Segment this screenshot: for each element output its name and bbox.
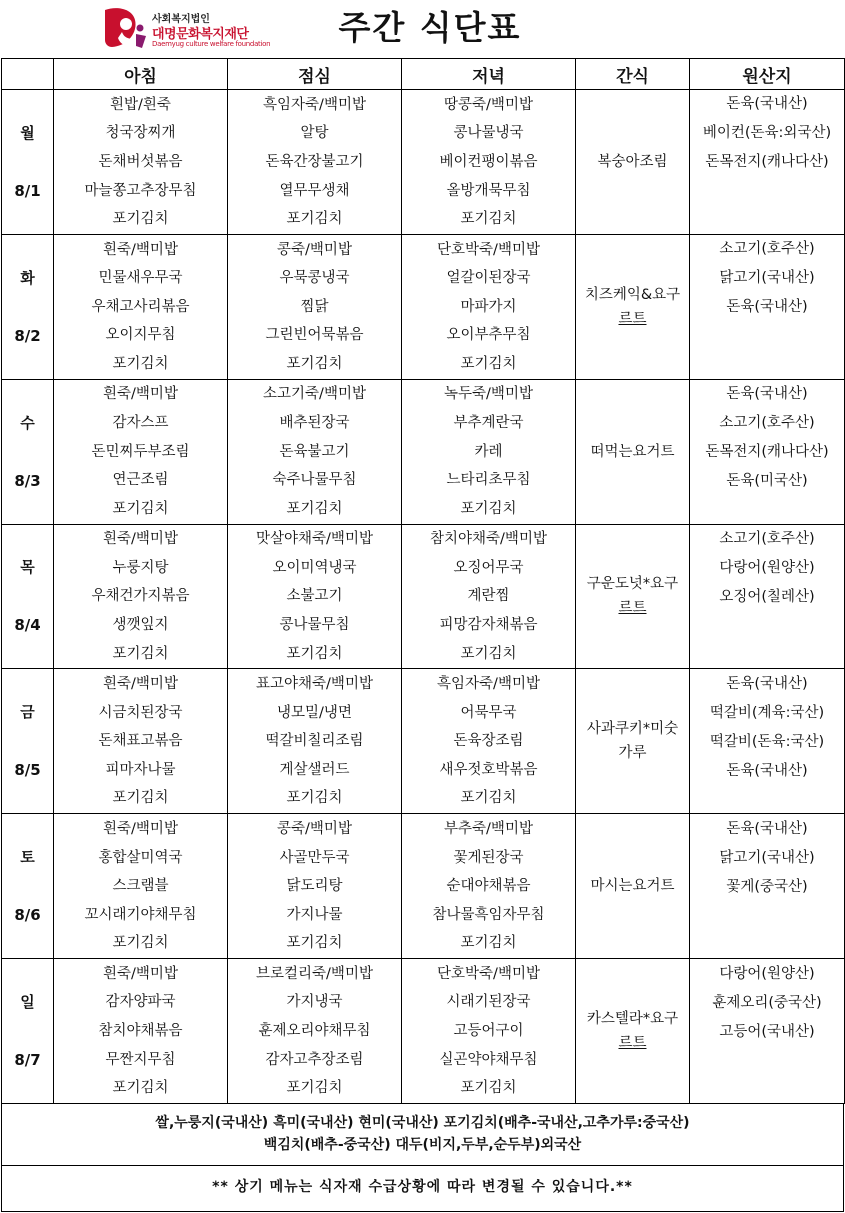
date-label: 8/1 [14, 181, 41, 200]
menu-item: 포기김치 [112, 211, 169, 228]
table-header-row [2, 59, 845, 90]
menu-item: 흰죽/백미밥 [103, 531, 178, 548]
menu-item: 닭도리탕 [286, 878, 343, 895]
day-cell [2, 379, 54, 524]
column-header-breakfast: 아침 [54, 59, 228, 90]
breakfast-cell [54, 234, 228, 379]
menu-item: 포기김치 [460, 1080, 517, 1097]
menu-item: 흑임자죽/백미밥 [263, 96, 366, 113]
menu-item: 소고기죽/백미밥 [263, 386, 366, 403]
origin-cell [690, 959, 845, 1104]
origin-footnote-line1: 쌀,누룽지(국내산) 흑미(국내산) 현미(국내산) 포기김치(배추-국내산,고추가루:중국산) [155, 1115, 690, 1131]
origin-item: 훈제오리(중국산) [712, 994, 822, 1011]
menu-item: 포기김치 [286, 211, 343, 228]
menu-item: 부추계란국 [453, 415, 524, 431]
menu-item: 포기김치 [460, 790, 517, 807]
lunch-cell [228, 959, 402, 1104]
snack-item: 르트 [618, 310, 647, 327]
menu-item: 연근조림 [112, 472, 169, 489]
menu-item: 포기김치 [286, 935, 343, 952]
menu-item: 포기김치 [286, 790, 343, 807]
column-header-snack: 간식 [576, 59, 690, 90]
origin-footnote-line2: 백김치(배추-중국산) 대두(비지,두부,순두부)외국산 [263, 1137, 582, 1153]
day-cell [2, 814, 54, 959]
origin-item: 돈육(국내산) [726, 96, 808, 113]
menu-item: 알탕 [300, 125, 329, 142]
menu-item: 포기김치 [286, 1080, 343, 1097]
snack-cell [576, 90, 690, 235]
menu-item: 고등어구이 [453, 1023, 524, 1040]
menu-item: 피망감자채볶음 [439, 617, 538, 634]
menu-item: 참나물흑임자무침 [432, 906, 545, 923]
menu-item: 오이부추무침 [446, 327, 531, 344]
menu-item: 돈채표고볶음 [98, 733, 183, 750]
origin-item: 소고기(호주산) [719, 530, 815, 547]
origin-cell [690, 234, 845, 379]
menu-item: 민물새우무국 [98, 270, 183, 287]
origin-item: 고등어(국내산) [719, 1023, 815, 1040]
menu-item: 순대야채볶음 [446, 878, 531, 895]
breakfast-cell [54, 959, 228, 1104]
menu-item: 돈육장조림 [453, 733, 524, 750]
menu-item: 감자고추장조림 [265, 1051, 364, 1068]
table-row [2, 234, 845, 379]
menu-item: 참치야채죽/백미밥 [430, 531, 547, 548]
lunch-cell [228, 379, 402, 524]
snack-item: 떠먹는요거트 [590, 443, 675, 460]
menu-item: 마파가지 [460, 298, 517, 315]
menu-item: 흰죽/백미밥 [103, 965, 178, 982]
org-name-label: 대명문화복지재단 [152, 27, 249, 42]
origin-item: 돈육(국내산) [726, 762, 808, 779]
date-label: 8/2 [14, 326, 41, 345]
snack-item: 가루 [618, 745, 647, 762]
origin-item: 꽃게(중국산) [726, 878, 808, 895]
menu-item: 그린빈어묵볶음 [265, 327, 364, 344]
menu-item: 콩나물냉국 [453, 125, 524, 142]
origin-item: 떡갈비(돈육:국산) [709, 733, 825, 750]
menu-item: 게살샐러드 [279, 761, 350, 778]
origin-footnote [1, 1104, 844, 1166]
menu-change-notice: ** 상기 메뉴는 식자재 수급상황에 따라 변경될 수 있습니다.** [1, 1166, 844, 1212]
menu-item: 배추된장국 [279, 415, 350, 431]
origin-item: 소고기(호주산) [719, 415, 815, 432]
menu-item: 얼갈이된장국 [446, 270, 531, 287]
foundation-logo-icon [102, 6, 148, 50]
menu-item: 피마자나물 [105, 761, 176, 778]
menu-item: 감자스프 [112, 415, 169, 431]
menu-item: 홍합살미역국 [98, 849, 183, 866]
page-header [0, 0, 845, 58]
snack-item: 사과쿠키*미숫 [586, 721, 679, 738]
menu-item: 우채고사리볶음 [91, 298, 190, 315]
menu-item: 떡갈비칠리조림 [265, 733, 364, 750]
menu-item: 돈육불고기 [279, 443, 350, 460]
menu-item: 오이미역냉국 [272, 559, 357, 576]
menu-item: 오징어무국 [453, 559, 524, 576]
origin-item: 돈육(국내산) [726, 299, 808, 316]
origin-item: 다랑어(원양산) [719, 965, 815, 982]
menu-item: 흑임자죽/백미밥 [437, 676, 540, 693]
origin-item: 돈목전지(캐나다산) [705, 444, 829, 461]
menu-item: 포기김치 [112, 355, 169, 372]
origin-item: 닭고기(국내산) [719, 270, 815, 287]
menu-item: 느타리초무침 [446, 472, 531, 489]
menu-item: 포기김치 [460, 500, 517, 517]
menu-item: 브로컬리죽/백미밥 [256, 965, 373, 982]
menu-item: 훈제오리야채무침 [258, 1023, 371, 1040]
org-name-en-label: Daemyug culture welfare foundation [152, 40, 271, 48]
menu-item: 계란찜 [467, 588, 510, 605]
menu-item: 포기김치 [286, 355, 343, 372]
breakfast-cell [54, 524, 228, 669]
menu-item: 숙주나물무침 [272, 472, 357, 489]
menu-item: 실곤약야채무침 [439, 1051, 538, 1068]
menu-item: 포기김치 [460, 355, 517, 372]
page-title: 주간 식단표 [338, 8, 522, 47]
snack-cell [576, 959, 690, 1104]
origin-item: 다랑어(원양산) [719, 559, 815, 576]
menu-item: 흰죽/백미밥 [103, 241, 178, 258]
column-header-dinner: 저녁 [402, 59, 576, 90]
menu-item: 흰죽/백미밥 [103, 386, 178, 403]
menu-item: 우채건가지볶음 [91, 588, 190, 605]
menu-item: 포기김치 [112, 935, 169, 952]
snack-item: 르트 [618, 600, 647, 617]
menu-item: 생깻잎지 [112, 617, 169, 634]
origin-item: 돈육(국내산) [726, 820, 808, 837]
snack-cell [576, 524, 690, 669]
menu-item: 녹두죽/백미밥 [444, 386, 533, 403]
menu-item: 돈채버섯볶음 [98, 153, 183, 170]
menu-item: 포기김치 [286, 500, 343, 517]
dinner-cell [402, 814, 576, 959]
menu-item: 표고야채죽/백미밥 [256, 676, 373, 693]
menu-item: 소불고기 [286, 588, 343, 605]
breakfast-cell [54, 669, 228, 814]
date-label: 8/6 [14, 906, 41, 925]
menu-item: 열무무생채 [279, 182, 350, 199]
day-label: 목 [20, 558, 35, 577]
date-label: 8/4 [14, 616, 41, 635]
menu-item: 단호박죽/백미밥 [437, 241, 540, 258]
day-cell [2, 234, 54, 379]
snack-cell [576, 379, 690, 524]
snack-item: 구운도넛*요구 [586, 576, 679, 593]
date-label: 8/7 [14, 1051, 41, 1070]
menu-item: 카레 [474, 443, 503, 460]
date-label: 8/5 [14, 761, 41, 780]
menu-item: 포기김치 [286, 645, 343, 662]
menu-item: 흰밥/흰죽 [110, 96, 171, 113]
day-label: 일 [20, 993, 35, 1012]
menu-item: 새우젓호박볶음 [439, 761, 538, 778]
breakfast-cell [54, 379, 228, 524]
lunch-cell [228, 669, 402, 814]
menu-item: 꼬시래기야채무침 [84, 906, 197, 923]
org-type-label: 사회복지법인 [152, 14, 210, 25]
day-cell [2, 90, 54, 235]
menu-item: 냉모밀/냉면 [277, 704, 352, 721]
origin-cell [690, 669, 845, 814]
origin-item: 떡갈비(계육:국산) [709, 704, 825, 721]
origin-item: 돈육(국내산) [726, 386, 808, 403]
origin-cell [690, 90, 845, 235]
snack-cell [576, 814, 690, 959]
origin-item: 소고기(호주산) [719, 241, 815, 258]
snack-cell [576, 234, 690, 379]
menu-item: 찜닭 [300, 298, 329, 315]
menu-item: 꽃게된장국 [453, 849, 524, 866]
lunch-cell [228, 524, 402, 669]
snack-item: 복숭아조림 [597, 153, 668, 170]
origin-item: 돈목전지(캐나다산) [705, 154, 829, 171]
dinner-cell [402, 669, 576, 814]
day-label: 수 [20, 413, 35, 432]
menu-item: 부추죽/백미밥 [444, 820, 533, 837]
day-label: 토 [20, 848, 35, 867]
origin-cell [690, 814, 845, 959]
dinner-cell [402, 234, 576, 379]
lunch-cell [228, 234, 402, 379]
table-row [2, 524, 845, 669]
snack-item: 카스텔라*요구 [586, 1011, 679, 1028]
menu-item: 포기김치 [112, 1080, 169, 1097]
breakfast-cell [54, 90, 228, 235]
menu-item: 흰죽/백미밥 [103, 820, 178, 837]
corner-header-cell [2, 59, 54, 90]
table-row [2, 814, 845, 959]
day-label: 화 [20, 268, 35, 287]
day-cell [2, 524, 54, 669]
table-row [2, 379, 845, 524]
origin-item: 돈육(국내산) [726, 675, 808, 692]
table-row [2, 959, 845, 1104]
menu-item: 청국장찌개 [105, 125, 176, 142]
menu-item: 콩죽/백미밥 [277, 241, 352, 258]
dinner-cell [402, 524, 576, 669]
dinner-cell [402, 959, 576, 1104]
menu-item: 사골만두국 [279, 849, 350, 866]
menu-item: 돈육간장불고기 [265, 153, 364, 170]
menu-item: 우묵콩냉국 [279, 270, 350, 287]
dinner-cell [402, 379, 576, 524]
menu-item: 맛살야채죽/백미밥 [256, 531, 373, 548]
menu-item: 가지나물 [286, 906, 343, 923]
menu-item: 감자양파국 [105, 994, 176, 1011]
origin-cell [690, 379, 845, 524]
menu-item: 단호박죽/백미밥 [437, 965, 540, 982]
menu-item: 시래기된장국 [446, 994, 531, 1011]
menu-item: 콩죽/백미밥 [277, 820, 352, 837]
snack-item: 르트 [618, 1035, 647, 1052]
date-label: 8/3 [14, 471, 41, 490]
lunch-cell [228, 90, 402, 235]
menu-item: 오이지무침 [105, 327, 176, 344]
day-label: 금 [20, 703, 35, 722]
origin-cell [690, 524, 845, 669]
menu-item: 포기김치 [460, 935, 517, 952]
menu-item: 올방개묵무침 [446, 182, 531, 199]
table-row [2, 669, 845, 814]
menu-item: 포기김치 [112, 645, 169, 662]
menu-item: 콩나물무침 [279, 617, 350, 634]
menu-item: 땅콩죽/백미밥 [444, 96, 533, 113]
lunch-cell [228, 814, 402, 959]
dinner-cell [402, 90, 576, 235]
origin-item: 닭고기(국내산) [719, 849, 815, 866]
table-row [2, 90, 845, 235]
menu-item: 스크램블 [112, 878, 169, 895]
column-header-origin: 원산지 [690, 59, 845, 90]
weekly-menu-table [1, 58, 845, 1104]
breakfast-cell [54, 814, 228, 959]
snack-item: 치즈케익&요구 [584, 286, 681, 303]
menu-item: 포기김치 [460, 211, 517, 228]
menu-item: 무짠지무침 [105, 1051, 176, 1068]
snack-item: 마시는요거트 [590, 878, 675, 895]
menu-item: 포기김치 [460, 645, 517, 662]
foundation-logo [102, 6, 271, 50]
menu-item: 어묵무국 [460, 704, 517, 721]
menu-item: 참치야채볶음 [98, 1023, 183, 1040]
menu-item: 포기김치 [112, 500, 169, 517]
day-cell [2, 959, 54, 1104]
origin-item: 오징어(칠레산) [719, 588, 815, 605]
menu-item: 베이컨팽이볶음 [439, 153, 538, 170]
menu-item: 마늘쫑고추장무침 [84, 182, 197, 199]
day-cell [2, 669, 54, 814]
day-label: 월 [20, 123, 35, 142]
origin-item: 베이컨(돈육:외국산) [702, 125, 832, 142]
menu-item: 누룽지탕 [112, 559, 169, 576]
snack-cell [576, 669, 690, 814]
menu-item: 흰죽/백미밥 [103, 676, 178, 693]
menu-item: 포기김치 [112, 790, 169, 807]
origin-item: 돈육(미국산) [726, 473, 808, 490]
menu-item: 시금치된장국 [98, 704, 183, 721]
menu-item: 가지냉국 [286, 994, 343, 1011]
column-header-lunch: 점심 [228, 59, 402, 90]
menu-item: 돈민찌두부조림 [91, 443, 190, 460]
